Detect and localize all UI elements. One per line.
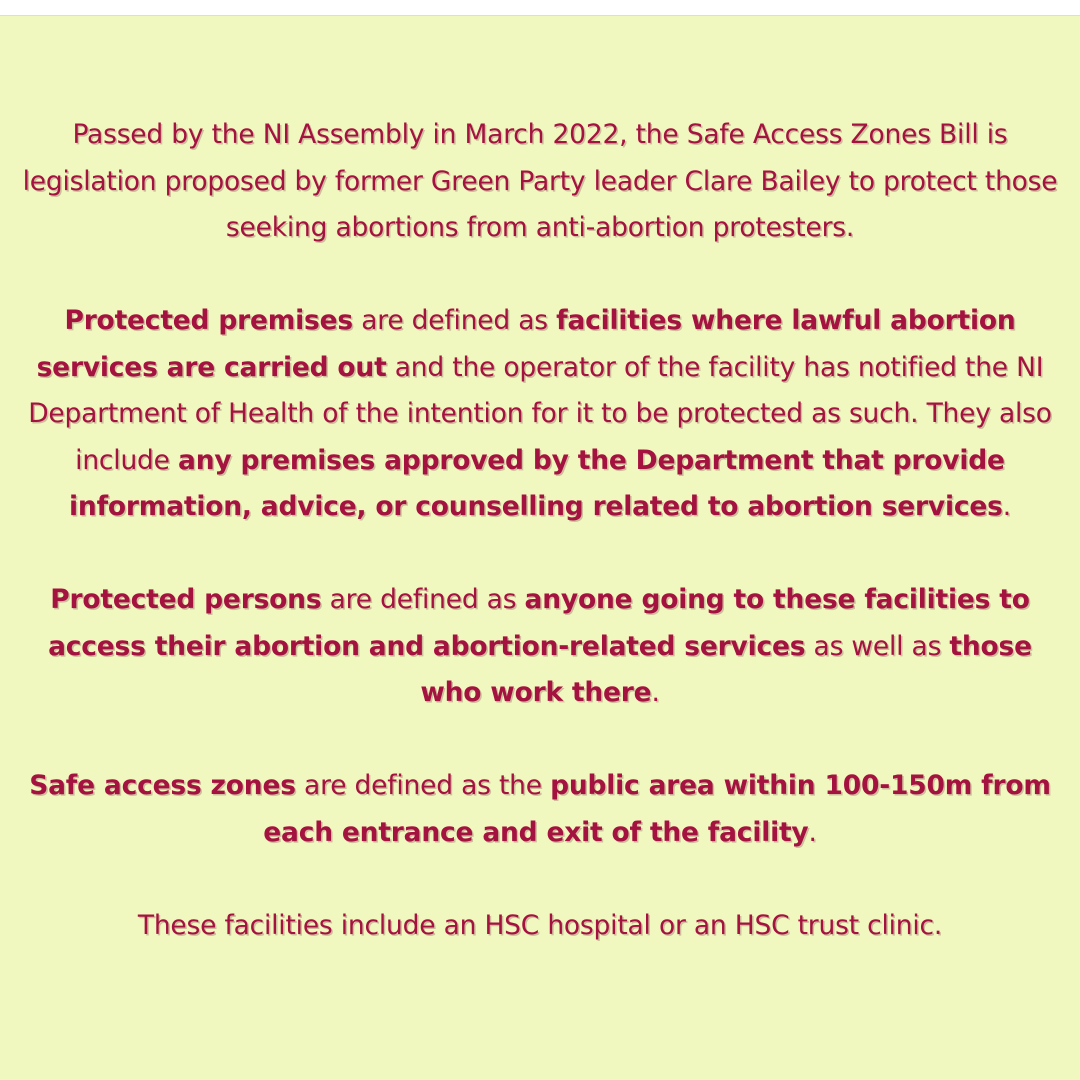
paragraph-facilities	[20, 903, 1060, 950]
text-segment: as well as	[805, 630, 950, 662]
term-protected-premises: Protected premises	[64, 305, 353, 336]
paragraph-safe-access-zones	[20, 763, 1060, 856]
term-protected-persons: Protected persons	[50, 584, 322, 615]
text-segment: .	[808, 816, 817, 848]
paragraph-intro	[20, 112, 1060, 252]
definition-highlight: anyone going to these facilities to access their abortion and abortion-related services	[48, 584, 1030, 662]
intro-text: Passed by the NI Assembly in March 2022, the Safe Access Zones Bill is legislation proposed by former Green Party leader Clare Bailey to protect those seeking abortions from anti-abortion protesters.	[22, 119, 1058, 243]
text-block	[20, 112, 1060, 949]
text-segment: are defined as	[321, 584, 525, 615]
text-segment: are defined as the	[295, 770, 551, 801]
document-canvas	[0, 15, 1080, 1080]
text-segment: .	[651, 677, 660, 708]
definition-highlight: those who work there	[420, 630, 1032, 708]
definition-highlight: public area within 100-150m from each entrance and exit of the facility	[263, 770, 1051, 848]
term-safe-access-zones: Safe access zones	[29, 770, 296, 801]
definition-highlight: facilities where lawful abortion services are carried out	[36, 305, 1016, 383]
text-segment: are defined as	[352, 305, 557, 336]
text-segment: and the operator of the facility has notified the NI Department of Health of the intention for it to be protected as such. They also include	[28, 351, 1052, 476]
paragraph-protected-premises	[20, 298, 1060, 531]
text-segment: .	[1002, 491, 1011, 522]
definition-highlight: any premises approved by the Department that provide information, advice, or counselling related to abortion services	[69, 444, 1005, 522]
paragraph-protected-persons	[20, 577, 1060, 717]
facilities-text: These facilities include an HSC hospital or an HSC trust clinic.	[137, 909, 943, 941]
